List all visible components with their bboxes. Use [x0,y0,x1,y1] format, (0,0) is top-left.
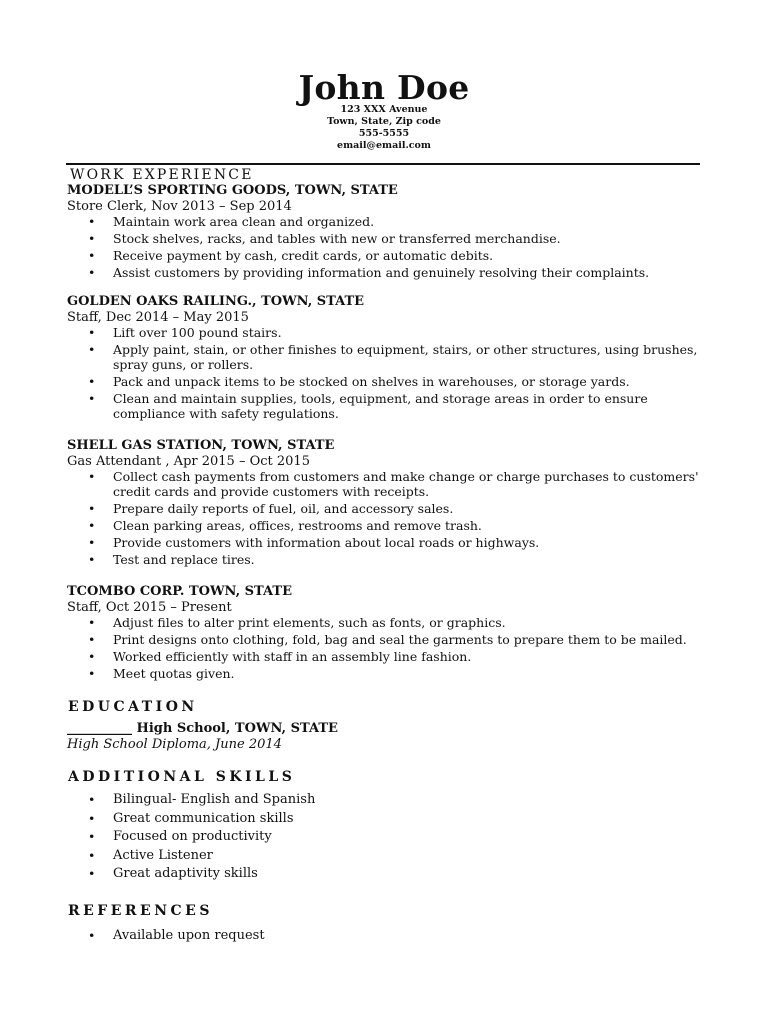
job-duties [67,469,707,567]
job-entry [67,584,707,683]
bullet-icon: • [88,214,96,229]
work-experience-heading: WORK EXPERIENCE [70,167,254,183]
bullet-icon: • [88,469,96,484]
job-entry [67,183,707,282]
school-line [67,720,707,737]
job-role: Staff, Dec 2014 – May 2015 [67,310,249,325]
list-item: • Meet quotas given. [88,666,235,681]
list-item: • Print designs onto clothing, fold, bag and seal the garments to prepare them to be mailed. [88,632,687,647]
references-list [67,927,707,946]
bullet-icon: • [88,552,96,567]
school-name-blank: __________ [67,721,132,736]
header-divider [66,163,700,165]
job-entry [67,438,707,569]
list-item: • Great communication skills [88,810,294,826]
list-item: • Pack and unpack items to be stocked on shelves in warehouses, or storage yards. [88,374,630,389]
bullet-icon: • [88,829,96,844]
email-line: email@email.com [337,140,431,151]
bullet-icon: • [88,928,96,943]
list-item: • Clean and maintain supplies, tools, equipment, and storage areas in order to ensure compliance with safety regulations. [88,391,648,421]
list-item: • Prepare daily reports of fuel, oil, and accessory sales. [88,501,454,516]
bullet-icon: • [88,632,96,647]
list-item: • Stock shelves, racks, and tables with new or transferred merchandise. [88,231,561,246]
list-item: • Receive payment by cash, credit cards, or automatic debits. [88,248,494,263]
skills-list [67,792,707,885]
bullet-icon: • [88,535,96,550]
list-item: • Available upon request [88,928,265,943]
bullet-icon: • [88,615,96,630]
bullet-icon: • [88,265,96,280]
bullet-icon: • [88,666,96,681]
job-entry [67,294,707,423]
bullet-icon: • [88,325,96,340]
phone-line: 555-5555 [358,128,410,139]
list-item: • Collect cash payments from customers and make change or charge purchases to customers' credit cards and provide customers with receipts. [88,469,699,499]
job-role: Staff, Oct 2015 – Present [67,600,232,615]
list-item: • Active Listener [88,847,213,863]
bullet-icon: • [88,866,96,881]
job-company: SHELL GAS STATION, TOWN, STATE [67,438,335,453]
job-role: Gas Attendant , Apr 2015 – Oct 2015 [67,454,310,469]
bullet-icon: • [88,518,96,533]
school-name: High School [136,721,226,736]
list-item: • Clean parking areas, offices, restrooms and remove trash. [88,518,482,533]
references-heading: REFERENCES [68,903,213,919]
bullet-icon: • [88,810,96,826]
list-item: • Assist customers by providing information and genuinely resolving their complaints. [88,265,650,280]
list-item: • Apply paint, stain, or other finishes to equipment, stairs, or other structures, using brushes, spray guns, or rollers. [88,342,698,372]
list-item: • Adjust files to alter print elements, such as fonts, or graphics. [88,615,506,630]
address-line: 123 XXX Avenue [340,104,428,115]
bullet-icon: • [88,231,96,246]
skills-heading: ADDITIONAL SKILLS [68,769,296,785]
job-company: GOLDEN OAKS RAILING., TOWN, STATE [67,294,365,309]
bullet-icon: • [88,501,96,516]
list-item: • Lift over 100 pound stairs. [88,325,282,340]
bullet-icon: • [88,342,96,357]
list-item: • Test and replace tires. [88,552,255,567]
list-item: • Great adaptivity skills [88,866,258,881]
candidate-name: John Doe [298,68,470,107]
bullet-icon: • [88,847,96,863]
school-location: , TOWN, STATE [225,721,338,736]
job-duties [67,325,707,421]
list-item: • Worked efficiently with staff in an assembly line fashion. [88,649,472,664]
job-role: Store Clerk, Nov 2013 – Sep 2014 [67,199,292,214]
job-company: TCOMBO CORP. TOWN, STATE [67,584,292,599]
bullet-icon: • [88,391,96,406]
list-item: • Maintain work area clean and organized. [88,214,375,229]
list-item: • Provide customers with information about local roads or highways. [88,535,540,550]
diploma-line: High School Diploma, June 2014 [67,737,282,752]
education-heading: EDUCATION [68,699,198,715]
job-duties [67,615,707,681]
job-duties [67,214,707,280]
contact-block [0,104,768,152]
job-company: MODELL’S SPORTING GOODS, TOWN, STATE [67,183,398,198]
bullet-icon: • [88,792,96,807]
bullet-icon: • [88,649,96,664]
list-item: • Bilingual- English and Spanish [88,792,316,807]
education-entry [67,720,707,753]
list-item: • Focused on productivity [88,829,272,844]
bullet-icon: • [88,248,96,263]
city-line: Town, State, Zip code [327,116,441,127]
bullet-icon: • [88,374,96,389]
